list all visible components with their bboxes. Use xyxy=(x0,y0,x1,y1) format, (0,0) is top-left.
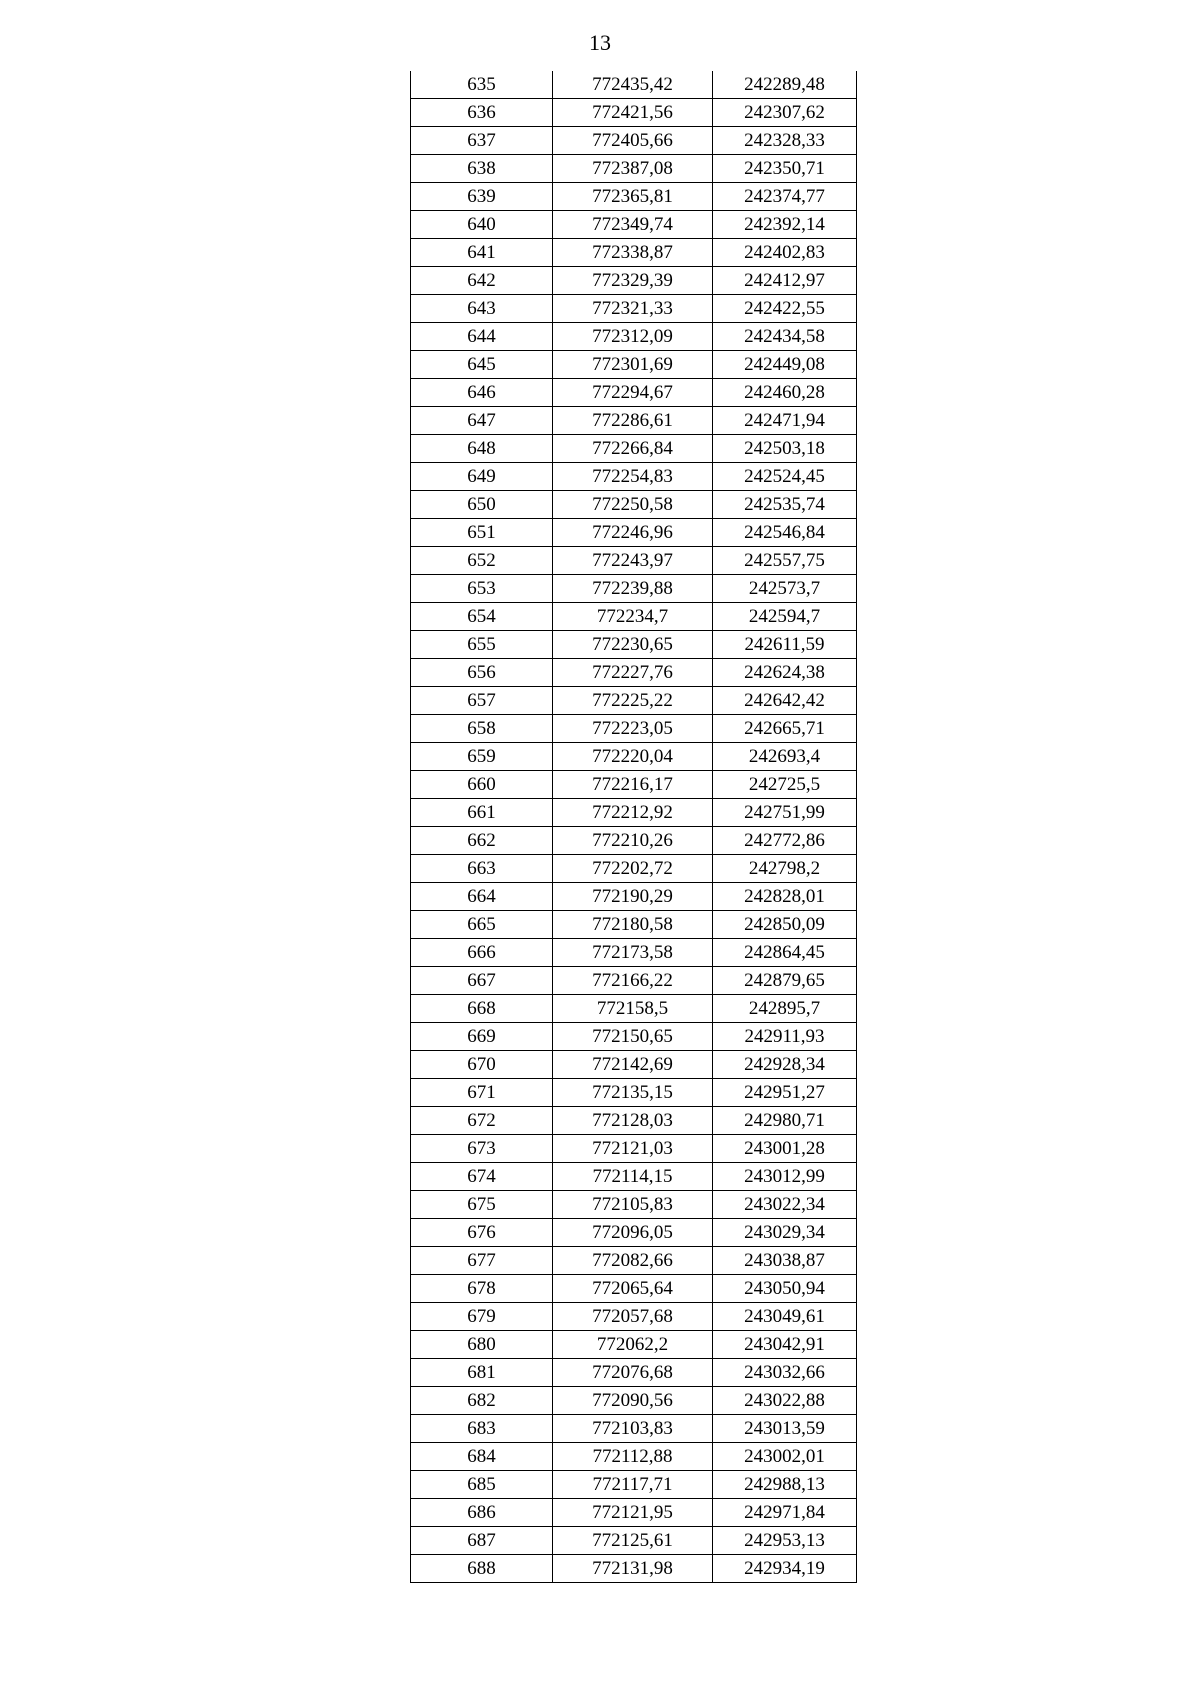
x-coordinate-cell: 772062,2 xyxy=(553,1331,713,1359)
table-row xyxy=(411,1247,857,1275)
point-number-cell: 672 xyxy=(411,1107,553,1135)
x-coordinate-cell: 772114,15 xyxy=(553,1163,713,1191)
table-row xyxy=(411,967,857,995)
table-row xyxy=(411,1303,857,1331)
y-coordinate-cell: 243001,28 xyxy=(713,1135,857,1163)
x-coordinate-cell: 772365,81 xyxy=(553,183,713,211)
y-coordinate-cell: 242828,01 xyxy=(713,883,857,911)
x-coordinate-cell: 772173,58 xyxy=(553,939,713,967)
page-number: 13 xyxy=(589,30,611,55)
y-coordinate-cell: 242392,14 xyxy=(713,211,857,239)
x-coordinate-cell: 772105,83 xyxy=(553,1191,713,1219)
table-row xyxy=(411,799,857,827)
x-coordinate-cell: 772220,04 xyxy=(553,743,713,771)
y-coordinate-cell: 242693,4 xyxy=(713,743,857,771)
y-coordinate-cell: 243049,61 xyxy=(713,1303,857,1331)
x-coordinate-cell: 772166,22 xyxy=(553,967,713,995)
table-row xyxy=(411,1387,857,1415)
y-coordinate-cell: 242573,7 xyxy=(713,575,857,603)
y-coordinate-cell: 242374,77 xyxy=(713,183,857,211)
table-row xyxy=(411,211,857,239)
point-number-cell: 636 xyxy=(411,99,553,127)
table-row xyxy=(411,603,857,631)
x-coordinate-cell: 772090,56 xyxy=(553,1387,713,1415)
x-coordinate-cell: 772057,68 xyxy=(553,1303,713,1331)
table-row xyxy=(411,239,857,267)
point-number-cell: 673 xyxy=(411,1135,553,1163)
x-coordinate-cell: 772234,7 xyxy=(553,603,713,631)
point-number-cell: 654 xyxy=(411,603,553,631)
point-number-cell: 677 xyxy=(411,1247,553,1275)
x-coordinate-cell: 772125,61 xyxy=(553,1527,713,1555)
y-coordinate-cell: 242594,7 xyxy=(713,603,857,631)
table-row xyxy=(411,379,857,407)
point-number-cell: 644 xyxy=(411,323,553,351)
y-coordinate-cell: 242980,71 xyxy=(713,1107,857,1135)
point-number-cell: 664 xyxy=(411,883,553,911)
x-coordinate-cell: 772421,56 xyxy=(553,99,713,127)
x-coordinate-cell: 772150,65 xyxy=(553,1023,713,1051)
point-number-cell: 643 xyxy=(411,295,553,323)
y-coordinate-cell: 242951,27 xyxy=(713,1079,857,1107)
table-row xyxy=(411,155,857,183)
point-number-cell: 675 xyxy=(411,1191,553,1219)
y-coordinate-cell: 242471,94 xyxy=(713,407,857,435)
table-row xyxy=(411,883,857,911)
x-coordinate-cell: 772117,71 xyxy=(553,1471,713,1499)
x-coordinate-cell: 772266,84 xyxy=(553,435,713,463)
x-coordinate-cell: 772131,98 xyxy=(553,1555,713,1583)
x-coordinate-cell: 772223,05 xyxy=(553,715,713,743)
point-number-cell: 640 xyxy=(411,211,553,239)
y-coordinate-cell: 242535,74 xyxy=(713,491,857,519)
y-coordinate-cell: 242328,33 xyxy=(713,127,857,155)
table-row xyxy=(411,1051,857,1079)
y-coordinate-cell: 243013,59 xyxy=(713,1415,857,1443)
x-coordinate-cell: 772243,97 xyxy=(553,547,713,575)
table-row xyxy=(411,183,857,211)
x-coordinate-cell: 772190,29 xyxy=(553,883,713,911)
point-number-cell: 648 xyxy=(411,435,553,463)
point-number-cell: 682 xyxy=(411,1387,553,1415)
y-coordinate-cell: 242412,97 xyxy=(713,267,857,295)
table-row xyxy=(411,1275,857,1303)
y-coordinate-cell: 242460,28 xyxy=(713,379,857,407)
y-coordinate-cell: 243038,87 xyxy=(713,1247,857,1275)
y-coordinate-cell: 242642,42 xyxy=(713,687,857,715)
table-row xyxy=(411,547,857,575)
point-number-cell: 678 xyxy=(411,1275,553,1303)
point-number-cell: 674 xyxy=(411,1163,553,1191)
table-row xyxy=(411,1359,857,1387)
x-coordinate-cell: 772212,92 xyxy=(553,799,713,827)
table-row xyxy=(411,435,857,463)
x-coordinate-cell: 772065,64 xyxy=(553,1275,713,1303)
point-number-cell: 653 xyxy=(411,575,553,603)
y-coordinate-cell: 242751,99 xyxy=(713,799,857,827)
table-row xyxy=(411,267,857,295)
x-coordinate-cell: 772180,58 xyxy=(553,911,713,939)
table-row xyxy=(411,295,857,323)
y-coordinate-cell: 242289,48 xyxy=(713,71,857,99)
table-row xyxy=(411,939,857,967)
x-coordinate-cell: 772142,69 xyxy=(553,1051,713,1079)
x-coordinate-cell: 772121,95 xyxy=(553,1499,713,1527)
point-number-cell: 681 xyxy=(411,1359,553,1387)
y-coordinate-cell: 243022,34 xyxy=(713,1191,857,1219)
point-number-cell: 641 xyxy=(411,239,553,267)
y-coordinate-cell: 242422,55 xyxy=(713,295,857,323)
y-coordinate-cell: 242772,86 xyxy=(713,827,857,855)
y-coordinate-cell: 243029,34 xyxy=(713,1219,857,1247)
table-row xyxy=(411,323,857,351)
point-number-cell: 685 xyxy=(411,1471,553,1499)
table-row xyxy=(411,1331,857,1359)
point-number-cell: 651 xyxy=(411,519,553,547)
x-coordinate-cell: 772227,76 xyxy=(553,659,713,687)
point-number-cell: 665 xyxy=(411,911,553,939)
y-coordinate-cell: 242665,71 xyxy=(713,715,857,743)
table-row xyxy=(411,1023,857,1051)
x-coordinate-cell: 772225,22 xyxy=(553,687,713,715)
y-coordinate-cell: 242402,83 xyxy=(713,239,857,267)
y-coordinate-cell: 242611,59 xyxy=(713,631,857,659)
point-number-cell: 671 xyxy=(411,1079,553,1107)
point-number-cell: 686 xyxy=(411,1499,553,1527)
point-number-cell: 669 xyxy=(411,1023,553,1051)
y-coordinate-cell: 242953,13 xyxy=(713,1527,857,1555)
x-coordinate-cell: 772294,67 xyxy=(553,379,713,407)
x-coordinate-cell: 772349,74 xyxy=(553,211,713,239)
y-coordinate-cell: 242503,18 xyxy=(713,435,857,463)
table-row xyxy=(411,1107,857,1135)
x-coordinate-cell: 772135,15 xyxy=(553,1079,713,1107)
point-number-cell: 661 xyxy=(411,799,553,827)
y-coordinate-cell: 242557,75 xyxy=(713,547,857,575)
point-number-cell: 655 xyxy=(411,631,553,659)
x-coordinate-cell: 772096,05 xyxy=(553,1219,713,1247)
point-number-cell: 662 xyxy=(411,827,553,855)
table-row xyxy=(411,1219,857,1247)
table-row xyxy=(411,351,857,379)
y-coordinate-cell: 242911,93 xyxy=(713,1023,857,1051)
point-number-cell: 683 xyxy=(411,1415,553,1443)
point-number-cell: 652 xyxy=(411,547,553,575)
x-coordinate-cell: 772082,66 xyxy=(553,1247,713,1275)
point-number-cell: 639 xyxy=(411,183,553,211)
point-number-cell: 645 xyxy=(411,351,553,379)
table-row xyxy=(411,631,857,659)
table-row xyxy=(411,575,857,603)
y-coordinate-cell: 242725,5 xyxy=(713,771,857,799)
point-number-cell: 650 xyxy=(411,491,553,519)
y-coordinate-cell: 242988,13 xyxy=(713,1471,857,1499)
point-number-cell: 663 xyxy=(411,855,553,883)
y-coordinate-cell: 242850,09 xyxy=(713,911,857,939)
x-coordinate-cell: 772387,08 xyxy=(553,155,713,183)
table-row xyxy=(411,491,857,519)
point-number-cell: 687 xyxy=(411,1527,553,1555)
y-coordinate-cell: 242971,84 xyxy=(713,1499,857,1527)
point-number-cell: 659 xyxy=(411,743,553,771)
x-coordinate-cell: 772286,61 xyxy=(553,407,713,435)
table-row xyxy=(411,1555,857,1583)
table-row xyxy=(411,1079,857,1107)
point-number-cell: 688 xyxy=(411,1555,553,1583)
y-coordinate-cell: 242524,45 xyxy=(713,463,857,491)
x-coordinate-cell: 772250,58 xyxy=(553,491,713,519)
x-coordinate-cell: 772076,68 xyxy=(553,1359,713,1387)
point-number-cell: 638 xyxy=(411,155,553,183)
x-coordinate-cell: 772112,88 xyxy=(553,1443,713,1471)
table-row xyxy=(411,1415,857,1443)
table-row xyxy=(411,687,857,715)
x-coordinate-cell: 772338,87 xyxy=(553,239,713,267)
x-coordinate-cell: 772103,83 xyxy=(553,1415,713,1443)
y-coordinate-cell: 243032,66 xyxy=(713,1359,857,1387)
point-number-cell: 668 xyxy=(411,995,553,1023)
y-coordinate-cell: 242928,34 xyxy=(713,1051,857,1079)
table-row xyxy=(411,771,857,799)
point-number-cell: 635 xyxy=(411,71,553,99)
point-number-cell: 680 xyxy=(411,1331,553,1359)
table-row xyxy=(411,1527,857,1555)
coordinates-table xyxy=(410,71,857,1583)
y-coordinate-cell: 242895,7 xyxy=(713,995,857,1023)
point-number-cell: 658 xyxy=(411,715,553,743)
y-coordinate-cell: 242879,65 xyxy=(713,967,857,995)
x-coordinate-cell: 772216,17 xyxy=(553,771,713,799)
x-coordinate-cell: 772435,42 xyxy=(553,71,713,99)
table-row xyxy=(411,911,857,939)
point-number-cell: 666 xyxy=(411,939,553,967)
table-row xyxy=(411,407,857,435)
table-row xyxy=(411,99,857,127)
x-coordinate-cell: 772312,09 xyxy=(553,323,713,351)
x-coordinate-cell: 772121,03 xyxy=(553,1135,713,1163)
y-coordinate-cell: 243012,99 xyxy=(713,1163,857,1191)
point-number-cell: 684 xyxy=(411,1443,553,1471)
point-number-cell: 660 xyxy=(411,771,553,799)
x-coordinate-cell: 772202,72 xyxy=(553,855,713,883)
y-coordinate-cell: 242798,2 xyxy=(713,855,857,883)
y-coordinate-cell: 243002,01 xyxy=(713,1443,857,1471)
table-row xyxy=(411,827,857,855)
y-coordinate-cell: 243050,94 xyxy=(713,1275,857,1303)
point-number-cell: 676 xyxy=(411,1219,553,1247)
table-row xyxy=(411,855,857,883)
x-coordinate-cell: 772210,26 xyxy=(553,827,713,855)
point-number-cell: 647 xyxy=(411,407,553,435)
x-coordinate-cell: 772158,5 xyxy=(553,995,713,1023)
table-row xyxy=(411,995,857,1023)
point-number-cell: 679 xyxy=(411,1303,553,1331)
x-coordinate-cell: 772128,03 xyxy=(553,1107,713,1135)
y-coordinate-cell: 242546,84 xyxy=(713,519,857,547)
y-coordinate-cell: 243022,88 xyxy=(713,1387,857,1415)
point-number-cell: 637 xyxy=(411,127,553,155)
y-coordinate-cell: 242449,08 xyxy=(713,351,857,379)
y-coordinate-cell: 242434,58 xyxy=(713,323,857,351)
x-coordinate-cell: 772254,83 xyxy=(553,463,713,491)
point-number-cell: 670 xyxy=(411,1051,553,1079)
table-row xyxy=(411,1499,857,1527)
x-coordinate-cell: 772246,96 xyxy=(553,519,713,547)
table-row xyxy=(411,127,857,155)
point-number-cell: 646 xyxy=(411,379,553,407)
table-row xyxy=(411,715,857,743)
table-row xyxy=(411,1471,857,1499)
table-row xyxy=(411,71,857,99)
x-coordinate-cell: 772405,66 xyxy=(553,127,713,155)
point-number-cell: 649 xyxy=(411,463,553,491)
point-number-cell: 667 xyxy=(411,967,553,995)
x-coordinate-cell: 772321,33 xyxy=(553,295,713,323)
table-row xyxy=(411,463,857,491)
y-coordinate-cell: 242934,19 xyxy=(713,1555,857,1583)
point-number-cell: 657 xyxy=(411,687,553,715)
table-row xyxy=(411,519,857,547)
table-row xyxy=(411,1135,857,1163)
y-coordinate-cell: 242307,62 xyxy=(713,99,857,127)
table-row xyxy=(411,1191,857,1219)
point-number-cell: 656 xyxy=(411,659,553,687)
y-coordinate-cell: 242350,71 xyxy=(713,155,857,183)
coordinates-table-body xyxy=(411,71,857,1583)
table-row xyxy=(411,743,857,771)
x-coordinate-cell: 772329,39 xyxy=(553,267,713,295)
x-coordinate-cell: 772230,65 xyxy=(553,631,713,659)
x-coordinate-cell: 772301,69 xyxy=(553,351,713,379)
table-row xyxy=(411,1163,857,1191)
table-row xyxy=(411,1443,857,1471)
x-coordinate-cell: 772239,88 xyxy=(553,575,713,603)
y-coordinate-cell: 242624,38 xyxy=(713,659,857,687)
point-number-cell: 642 xyxy=(411,267,553,295)
table-row xyxy=(411,659,857,687)
y-coordinate-cell: 242864,45 xyxy=(713,939,857,967)
y-coordinate-cell: 243042,91 xyxy=(713,1331,857,1359)
